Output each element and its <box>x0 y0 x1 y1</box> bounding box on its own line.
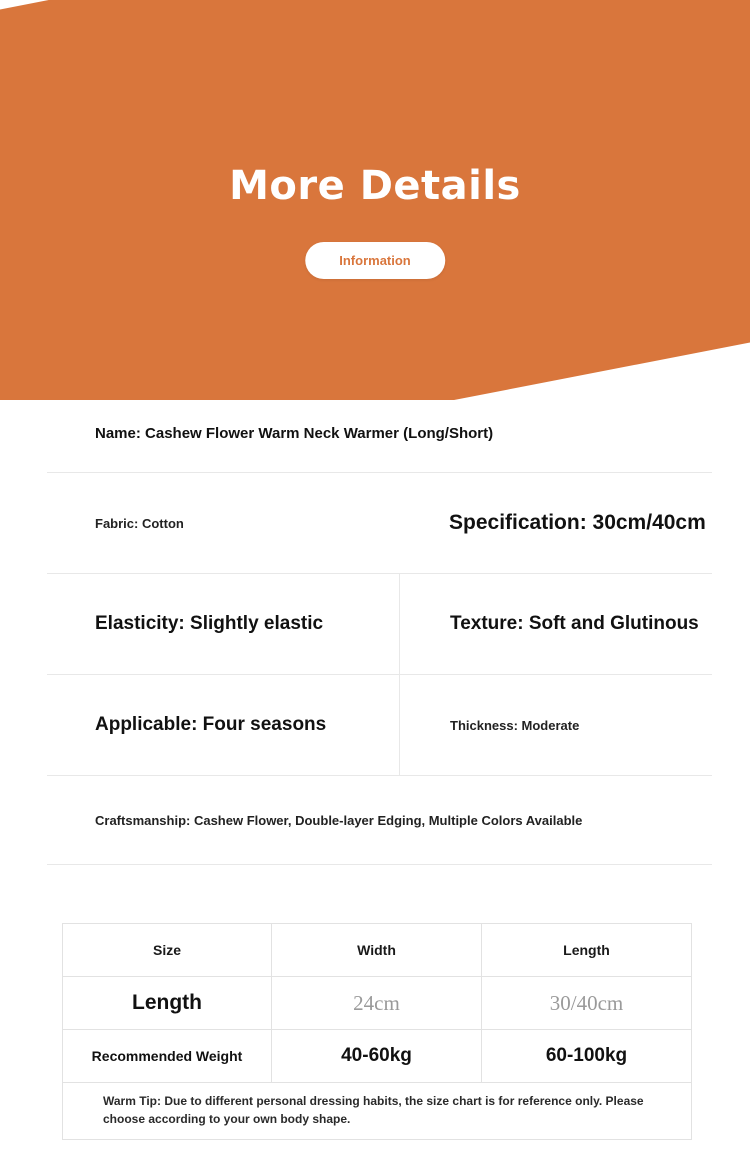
spec-cell-fabric <box>47 516 399 531</box>
page-title: More Details <box>229 163 521 209</box>
table-cell-row1-width: 24cm <box>272 977 482 1030</box>
hero-content <box>0 0 750 400</box>
spec-name-value: Name: Cashew Flower Warm Neck Warmer (Long/Short) <box>95 424 494 442</box>
spec-list <box>47 394 712 865</box>
table-header-width: Width <box>272 924 482 977</box>
table-cell-row2-label: Recommended Weight <box>63 1030 272 1083</box>
table-cell-row2-width: 40-60kg <box>272 1030 482 1083</box>
spec-specification-value: Specification: 30cm/40cm <box>449 511 706 534</box>
spec-row <box>47 574 712 675</box>
spec-cell-thickness <box>399 675 712 775</box>
spec-cell-elasticity <box>47 613 399 635</box>
spec-texture-value: Texture: Soft and Glutinous <box>450 613 699 634</box>
hero-banner <box>0 0 750 400</box>
spec-applicable-value: Applicable: Four seasons <box>95 714 327 735</box>
table-row <box>63 1030 692 1083</box>
status-badge: Information <box>305 242 445 279</box>
spec-craftsmanship-value: Craftsmanship: Cashew Flower, Double-layer Edging, Multiple Colors Available <box>95 812 583 828</box>
size-chart-tip: Warm Tip: Due to different personal dressing habits, the size chart is for reference only. Please choose according to your own body shape. <box>63 1083 692 1140</box>
spec-cell-specification <box>399 473 712 573</box>
table-header-length: Length <box>482 924 692 977</box>
spec-fabric-value: Fabric: Cotton <box>95 515 184 531</box>
table-tip-row <box>63 1083 692 1140</box>
table-header-row <box>63 924 692 977</box>
table-row <box>63 977 692 1030</box>
table-cell-row1-label: Length <box>63 977 272 1030</box>
spec-elasticity-value: Elasticity: Slightly elastic <box>95 613 324 634</box>
spec-row <box>47 675 712 776</box>
size-chart-table <box>62 923 692 1140</box>
table-cell-row1-length: 30/40cm <box>482 977 692 1030</box>
table-header-size: Size <box>63 924 272 977</box>
spec-cell-craftsmanship <box>47 813 712 828</box>
spec-cell-name <box>47 425 712 442</box>
spec-row <box>47 473 712 574</box>
spec-row <box>47 776 712 865</box>
spec-cell-applicable <box>47 714 399 736</box>
spec-cell-texture <box>399 574 712 674</box>
spec-row <box>47 394 712 473</box>
table-cell-row2-length: 60-100kg <box>482 1030 692 1083</box>
spec-thickness-value: Thickness: Moderate <box>450 717 580 733</box>
